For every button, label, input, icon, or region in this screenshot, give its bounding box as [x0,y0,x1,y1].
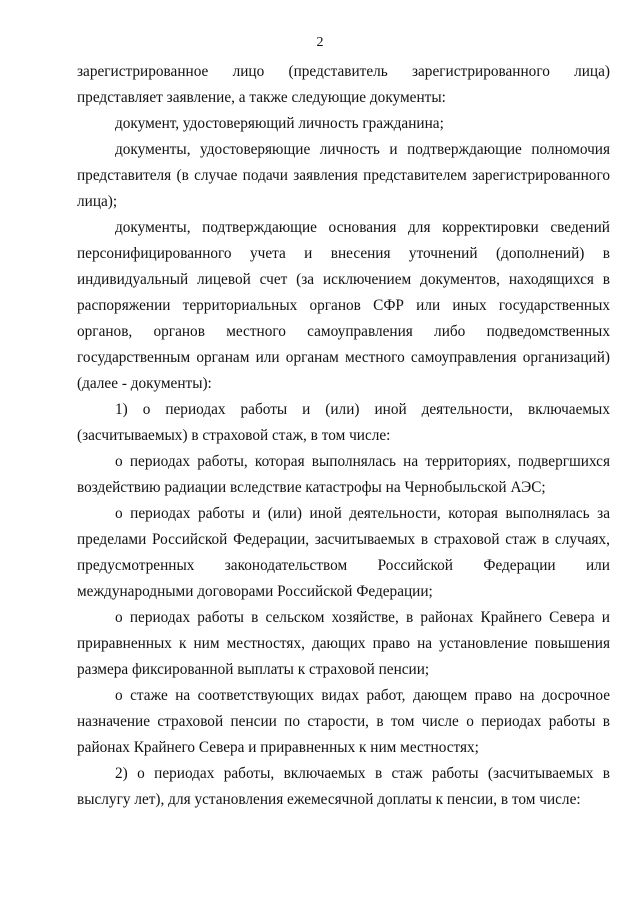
paragraph-intro: зарегистрированное лицо (представитель зарегистрированного лица) представляет заявление, а также следующие документы: [77,63,610,106]
document-body [77,59,610,813]
paragraph-item-1: 1) о периодах работы и (или) иной деятельности, включаемых (засчитываемых) в страховой стаж, в том числе: [77,401,610,444]
paragraph-representative-documents: документы, удостоверяющие личность и подтверждающие полномочия представителя (в случае подачи заявления представителем зарегистрированного лица); [77,141,610,210]
paragraph-agriculture-north: о периодах работы в сельском хозяйстве, в районах Крайнего Севера и приравненных к ним местностях, дающих право на установление повышения размера фиксированной выплаты к страховой пенсии; [77,609,610,678]
paragraph-item-2: 2) о периодах работы, включаемых в стаж работы (засчитываемых в выслугу лет), для установления ежемесячной доплаты к пенсии, в том числе: [77,765,610,808]
page-number: 2 [316,35,324,50]
paragraph-abroad: о периодах работы и (или) иной деятельности, которая выполнялась за пределами Российской Федерации, засчитываемых в страховой стаж в случаях, предусмотренных законодательством Российской Федерации или международными договорами Российской Федерации; [77,505,610,600]
paragraph-identity-document: документ, удостоверяющий личность гражданина; [115,115,444,132]
paragraph-correction-documents: документы, подтверждающие основания для корректировки сведений персонифицированного учета и внесения уточнений (дополнений) в индивидуальный лицевой счет (за исключением документов, находящихся в распоряжении территориальных органов СФР или иных государственных органов, органов местного самоуправления либо подведомственных государственным органам или органам местного самоуправления организаций) (далее - документы): [77,219,610,392]
paragraph-chernobyl: о периодах работы, которая выполнялась на территориях, подвергшихся воздействию радиации вследствие катастрофы на Чернобыльской АЭС; [77,453,610,496]
paragraph-early-retirement: о стаже на соответствующих видах работ, дающем право на досрочное назначение страховой пенсии по старости, в том числе о периодах работы в районах Крайнего Севера и приравненных к ним местностях; [77,687,610,756]
